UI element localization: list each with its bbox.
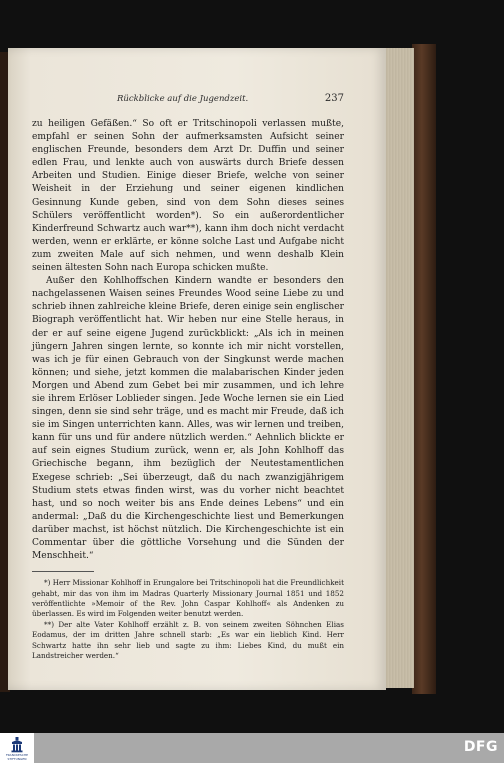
footnote: *) Herr Missionar Kohlhoff in Erungalore bei Tritschinopoli hat die Freundlichkeit gehabt, mir das von ihm im Madras Quarterly Missionary Journal 1851 und 1852 veröffentlichte »Memoir of the Rev. John Caspar Kohlhoff« als Andenken zu überlassen. Es wird im Folgenden weiter benutzt werden.: [32, 578, 344, 619]
page-content: [32, 94, 344, 661]
viewer-footer-bar: [0, 733, 504, 763]
foundation-emblem-icon: [9, 736, 25, 753]
footnote-divider: [32, 571, 94, 572]
logo-caption: FRANCKESCHE STIFTUNGEN: [5, 753, 29, 761]
footnotes: [32, 578, 344, 661]
paragraph: zu heiligen Gefäßen.“ So oft er Tritschinopoli verlassen mußte, empfahl er seinen Sohn der aufmerksamsten Aufsicht seiner englischen Freunde, besonders dem Arzt Dr. Duffin und seiner edlen Frau, und lenkte auch von auswärts durch Briefe dessen Arbeiten und Studien. Einige dieser Briefe, welche von seiner Weisheit in der Erziehung und seiner eigenen kindlichen Gesinnung Kunde geben, sind von dem Sohn dieses seines Schülers veröffentlicht worden*). So ein außerordentlicher Kinderfreund Schwartz auch war**), kann ihm doch nicht verdacht werden, wenn er erklärte, er könne solche Last und Aufgabe nicht zum zweiten Male auf sich nehmen, und wenn deshalb Klein seinen ältesten Sohn nach Europa schicken mußte.: [32, 119, 344, 274]
footnote: **) Der alte Vater Kohlhoff erzählt z. B. von seinem zweiten Söhnchen Elias Eodamus, der im dritten Jahre schnell starb: „Es war ein lieblich Kind. Herr Schwartz hatte ihn sehr lieb und sagte zu ihm: Liebes Kind, du mußt ein Landstreicher werden.“: [32, 619, 344, 661]
paragraph: Außer den Kohlhoffschen Kindern wandte er besonders den nachgelassenen Waisen seines Freundes Wood seine Liebe zu und schrieb ihnen zahlreiche kleine Briefe, deren einige sein englischer Biograph veröffentlicht hat. Wir heben nur eine Stelle heraus, in der er auf seine eigene Jugend zurückblickt: „Als ich in meinen jüngern Jahren singen lernte, so konnte ich mir nicht vorstellen, was ich je für einen Gebrauch von der Singkunst werde machen können; und siehe, jetzt kommen die malabarischen Kinder jeden Morgen und Abend zum Gebet bei mir zusammen, und ich lehre sie ihrem Erlöser Loblieder singen. Jede Woche lernen sie ein Lied singen, denn sie sind sehr träge, und es macht mir Freude, daß ich sie im Singen unterrichten kann. Alles, was wir lernen und treiben, kann für uns und für andere nützlich werden.“ Aehnlich blickte er auf sein eignes Studium zurück, wenn er, als John Kohlhoff das Griechische begann, ihm bezüglich der Neutestamentlichen Exegese schrieb: „Sei überzeugt, daß du nach zwanzigjährigem Studium stets etwas finden wirst, was du vorher nicht beachtet hast, und so noch weiter bis ans Ende deines Lebens“ und ein andermal: „Daß du die Kirchengeschichte liest und Bemerkungen darüber machst, ist höchst nützlich. Die Kirchengeschichte ist ein Commentar über die göttliche Vorsehung und die Sünden der Menschheit.“: [32, 276, 344, 562]
page-number: 237: [324, 93, 344, 104]
running-head: [32, 94, 344, 108]
book-cover-right-edge: [412, 44, 436, 694]
dfg-label[interactable]: DFG: [463, 739, 498, 755]
running-title: Rückblicke auf die Jugendzeit.: [117, 94, 249, 104]
page-stack-edges: [384, 48, 414, 688]
franckesche-stiftungen-logo[interactable]: [0, 733, 34, 763]
book-page: [8, 48, 386, 690]
body-text: [32, 118, 344, 563]
